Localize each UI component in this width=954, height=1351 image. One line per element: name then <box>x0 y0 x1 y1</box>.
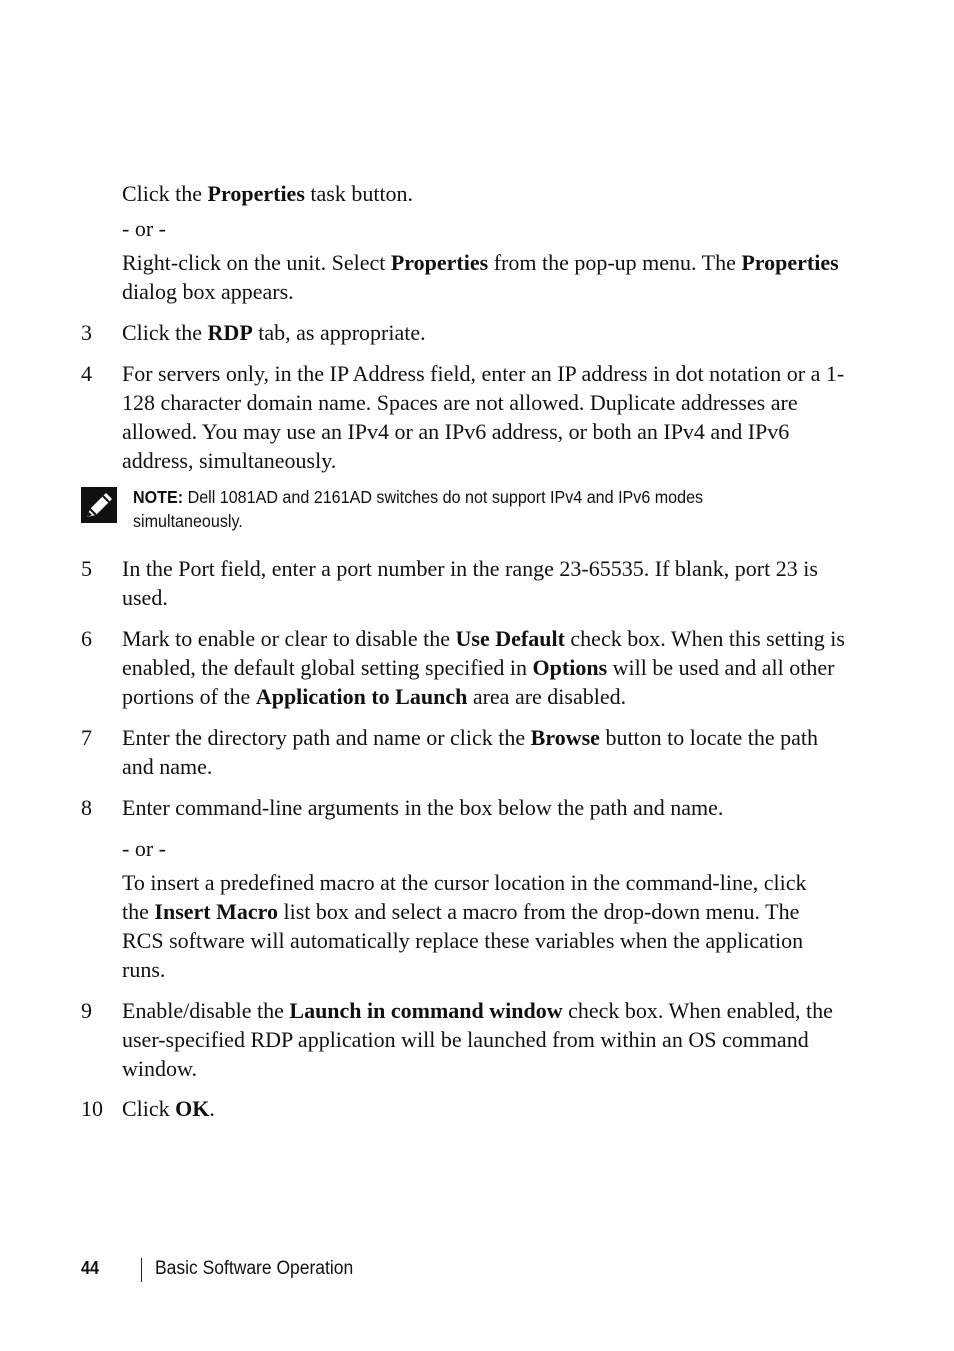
pencil-note-icon <box>81 487 117 523</box>
note-text: NOTE: Dell 1081AD and 2161AD switches do not support IPv4 and IPv6 modes simultaneously. <box>133 487 704 531</box>
footer-divider <box>141 1258 142 1282</box>
step-8-macro-text: To insert a predefined macro at the cursor location in the command-line, click the Insert Macro list box and select a macro from the drop-down menu. The RCS software will automatically replace these variables when the application runs. <box>122 870 807 982</box>
step-number: 7 <box>81 725 92 750</box>
step-number: 10 <box>81 1096 103 1121</box>
step-9-text: Enable/disable the Launch in command window check box. When enabled, the user-specified RDP application will be launched from within an OS command window. <box>122 998 833 1081</box>
step-number: 3 <box>81 320 92 345</box>
or-separator: - or - <box>122 836 166 861</box>
page-number: 44 <box>81 1258 100 1278</box>
step-7-text: Enter the directory path and name or click the Browse button to locate the path and name. <box>122 725 819 779</box>
intro-click-properties: Click the Properties task button. <box>122 181 414 206</box>
step-8-text: Enter command-line arguments in the box below the path and name. <box>122 795 724 820</box>
step-3-text: Click the RDP tab, as appropriate. <box>122 320 426 345</box>
step-number: 9 <box>81 998 92 1023</box>
intro-right-click: Right-click on the unit. Select Properties from the pop-up menu. The Properties dialog box appears. <box>122 250 839 304</box>
step-number: 8 <box>81 795 92 820</box>
step-number: 5 <box>81 556 92 581</box>
or-separator: - or - <box>122 216 166 241</box>
step-6-text: Mark to enable or clear to disable the Use Default check box. When this setting is enabled, the default global setting specified in Options will be used and all other portions of the Application to Launch area are disabled. <box>122 626 845 709</box>
step-4-text: For servers only, in the IP Address field, enter an IP address in dot notation or a 1-128 character domain name. Spaces are not allowed. Duplicate addresses are allowed. You may use an IPv4 or an IPv6 address, or both an IPv4 and IPv6 address, simultaneously. <box>122 361 845 473</box>
step-10-text: Click OK. <box>122 1096 215 1121</box>
step-number: 4 <box>81 361 92 386</box>
step-5-text: In the Port field, enter a port number in the range 23-65535. If blank, port 23 is used. <box>122 556 818 610</box>
step-number: 6 <box>81 626 92 651</box>
footer-section-title: Basic Software Operation <box>155 1258 354 1279</box>
